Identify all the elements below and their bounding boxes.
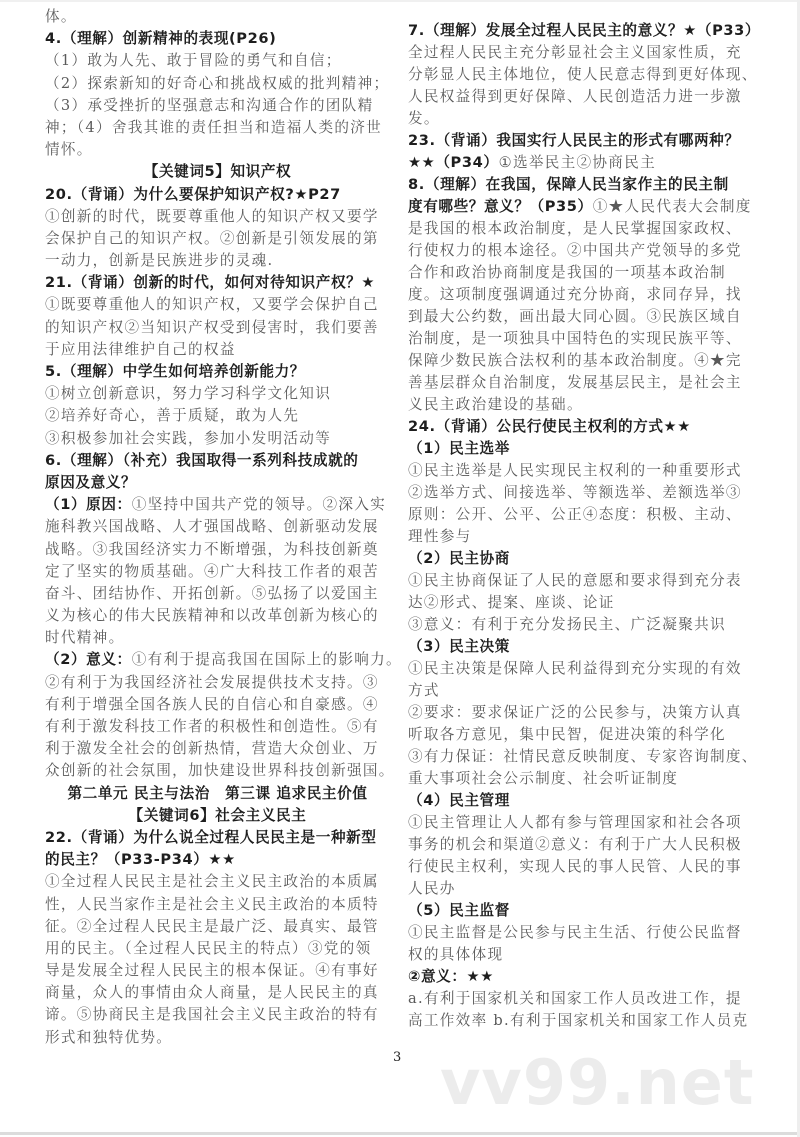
body-text: 时代精神。 [45, 629, 125, 647]
bold-text: （2）民主协商 [408, 550, 510, 567]
bold-text: ★★（P34） [408, 154, 499, 171]
text-line [45, 938, 390, 960]
text-line [45, 294, 390, 316]
question-heading [408, 548, 753, 570]
page-number: 3 [393, 1050, 402, 1065]
text-line [45, 206, 390, 228]
text-line [408, 526, 753, 548]
body-text: 利于激发全社会的创新热情，营造大众创业、万 [45, 740, 379, 758]
body-text: 义为核心的伟大民族精神和以改革创新为核心的 [45, 607, 379, 625]
bold-text: 23.（背诵）我国实行人民民主的形式有哪两种？ [408, 132, 740, 149]
question-heading [408, 130, 753, 152]
text-line [45, 561, 390, 583]
text-line [45, 738, 390, 760]
body-text: 奋斗、团结协作、开拓创新。⑤弘扬了以爱国主 [45, 584, 379, 602]
text-line [45, 605, 390, 627]
body-text: 会保护自己的知识产权。②创新是引领发展的第 [45, 229, 379, 247]
text-line [45, 871, 390, 893]
text-line [408, 152, 753, 174]
body-text: 一动力，创新是民族进步的灵魂. [45, 252, 274, 270]
text-line [45, 694, 390, 716]
question-heading [408, 966, 753, 988]
body-text: ①选举民主②协商民主 [498, 154, 656, 171]
body-text: 高工作效率 b.有利于国家机关和国家工作人员克 [408, 1012, 749, 1029]
question-heading [408, 636, 753, 658]
text-line [45, 916, 390, 938]
question-heading [45, 472, 390, 494]
body-text: 的知识产权②当知识产权受到侵害时，我们要善 [45, 318, 379, 336]
body-text: 神；（4）舍我其谁的责任担当和造福人类的济世 [45, 118, 383, 136]
body-text: 于应用法律维护自己的权益 [45, 340, 236, 358]
text-line [45, 672, 390, 694]
body-text: ①民主监督是公民参与民主生活、行使公民监督 [408, 924, 742, 941]
text-line [408, 372, 753, 394]
body-text: ①既要尊重他人的知识产权，又要学会保护自己 [45, 296, 379, 314]
text-line [45, 649, 402, 671]
bold-text: 第二单元 民主与法治 第三课 追求民主价值 [67, 784, 368, 802]
text-line [408, 834, 753, 856]
watermark: vv99.net [440, 1046, 755, 1119]
body-text: 战略。③我国经济实力不断增强，为科技创新奠 [45, 540, 379, 558]
body-text: 施科教兴国战略、人才强国战略、创新驱动发展 [45, 518, 379, 536]
body-text: 行使民主权利，实现人民的事人民管、人民的事 [408, 858, 742, 875]
body-text: 全过程人民民主充分彰显社会主义国家性质，充 [408, 44, 742, 61]
body-text: 事务的机会和渠道②意义：有利于广大人民积极 [408, 836, 742, 853]
text-line [45, 139, 390, 161]
text-line [45, 117, 390, 139]
body-text: 达②形式、提案、座谈、论证 [408, 594, 615, 611]
body-text: ③有力保证：社情民意反映制度、专家咨询制度、 [408, 748, 758, 765]
text-line [45, 894, 390, 916]
body-text: 人民权益得到更好保障、人民创造活力进一步激 [408, 88, 742, 105]
bold-text: 6.（理解）（补充）我国取得一系列科技成就的 [45, 451, 359, 469]
body-text: 重大事项社会公示制度、社会听证制度 [408, 770, 679, 787]
body-text: ①★人民代表大会制度 [592, 198, 752, 215]
bold-text: （3）民主决策 [408, 638, 510, 655]
bold-text: （4）民主管理 [408, 792, 510, 809]
text-line [45, 494, 390, 516]
body-text: 有利于激发科技工作者的积极性和创造性。⑤有 [45, 718, 379, 735]
bold-text: （2）意义： [45, 651, 132, 669]
body-text: ①民主管理让人人都有参与管理国家和社会各项 [408, 814, 742, 831]
bold-text: 21.（背诵）创新的时代，如何对待知识产权？★ [45, 274, 376, 292]
bold-text: 24.（背诵）公民行使民主权利的方式★★ [408, 418, 691, 435]
body-text: 形式和独特优势。 [45, 1028, 173, 1046]
text-line [45, 428, 390, 450]
body-text: 体。 [45, 8, 77, 25]
text-line [408, 856, 753, 878]
text-line [408, 702, 753, 724]
text-line [45, 583, 390, 605]
body-text: 定了坚实的物质基础。④广大科技工作者的艰苦 [45, 562, 379, 580]
text-line [408, 218, 753, 240]
body-text: 义民主政治建设的基础。 [408, 396, 583, 413]
question-heading [408, 416, 753, 438]
text-line [408, 812, 753, 834]
body-text: （3）承受挫折的坚强意志和沟通合作的团队精 [45, 96, 374, 114]
body-text: 权的具体体现 [408, 946, 504, 963]
question-heading [408, 900, 753, 922]
section-heading [45, 805, 390, 827]
text-line [408, 1010, 753, 1032]
body-text: 度。这项制度强调通过充分协商，求同存异，找 [408, 286, 742, 303]
question-heading [45, 184, 390, 206]
page-bottom-border [0, 1132, 800, 1135]
body-text: 导是发展全过程人民民主的根本保证。④有事好 [45, 962, 379, 980]
text-line [408, 724, 753, 746]
body-text: 听取各方意见，集中民智，促进决策的科学化 [408, 726, 726, 743]
question-heading [45, 450, 390, 472]
bold-text: 22.（背诵）为什么说全过程人民民主是一种新型 [45, 828, 377, 846]
bold-text: ②意义：★★ [408, 968, 494, 985]
text-line [45, 50, 390, 72]
text-line [408, 944, 753, 966]
body-text: 用的民主。（全过程人民民主的特点）③党的领 [45, 939, 372, 957]
text-line [45, 760, 395, 782]
left-column [45, 6, 402, 1049]
body-text: 性，人民当家作主是社会主义民主政治的本质特 [45, 895, 379, 913]
question-heading [408, 438, 753, 460]
body-text: 保障少数民族合法权利的基本政治制度。④★完 [408, 352, 742, 369]
body-text: （1）敢为人先、敢于冒险的勇气和自信； [45, 52, 342, 70]
bold-text: 原因及意义？ [45, 473, 137, 491]
body-text: 发。 [408, 110, 440, 127]
question-heading [408, 174, 753, 196]
body-text: ①树立创新意识，努力学习科学文化知识 [45, 385, 332, 403]
text-line [408, 768, 753, 790]
body-text: 善基层群众自治制度，发展基层民主，是社会主 [408, 374, 742, 391]
text-line [45, 228, 390, 250]
text-line [408, 262, 753, 284]
text-line [45, 960, 390, 982]
text-line [408, 482, 753, 504]
text-line [408, 680, 753, 702]
text-line [45, 95, 390, 117]
text-line [45, 516, 390, 538]
body-text: ②选举方式、间接选举、等额选举、差额选举③ [408, 484, 742, 501]
bold-text: （5）民主监督 [408, 902, 510, 919]
question-heading [45, 28, 390, 50]
body-text: 谛。⑤协商民主是我国社会主义民主政治的特有 [45, 1006, 379, 1024]
text-line [408, 570, 753, 592]
text-line [45, 1027, 390, 1049]
text-line [45, 982, 390, 1004]
body-text: 原则：公开、公平、公正④态度：积极、主动、 [408, 506, 742, 523]
bold-text: 【关键词6】社会主义民主 [128, 806, 307, 824]
page-top-border [0, 0, 800, 2]
question-heading [45, 272, 390, 294]
body-text: 商量，众人的事情由众人商量，是人民民主的真 [45, 984, 379, 1002]
text-line [408, 614, 753, 636]
body-text: ①民主决策是保障人民利益得到充分实现的有效 [408, 660, 742, 677]
text-line [45, 1004, 390, 1026]
body-text: 治制度，是一项独具中国特色的实现民族平等、 [408, 330, 742, 347]
body-text: ①创新的时代，既要尊重他人的知识产权又要学 [45, 207, 379, 225]
body-text: ③意义：有利于充分发扬民主、广泛凝聚共识 [408, 616, 726, 633]
text-line [408, 240, 753, 262]
body-text: ①有利于提高我国在国际上的影响力。 [131, 651, 402, 669]
body-text: 是我国的根本政治制度，是人民掌握国家政权、 [408, 220, 742, 237]
section-heading [45, 161, 390, 183]
body-text: ②要求：要求保证广泛的公民参与，决策方认真 [408, 704, 742, 721]
text-line [408, 86, 753, 108]
text-line [45, 627, 390, 649]
text-line [408, 328, 753, 350]
bold-text: 【关键词5】知识产权 [143, 163, 292, 181]
text-line [45, 317, 390, 339]
body-text: 分彰显人民主体地位，使人民意志得到更好体现、 [408, 66, 758, 83]
text-line [408, 306, 753, 328]
section-heading [45, 783, 390, 805]
question-heading [45, 849, 390, 871]
question-heading [408, 790, 753, 812]
text-line [45, 250, 390, 272]
bold-text: （1）原因： [45, 496, 132, 514]
text-line [408, 592, 753, 614]
bold-text: 的民主？（P33-P34）★★ [45, 851, 236, 869]
body-text: ①坚持中国共产党的领导。②深入实 [131, 496, 387, 514]
body-text: a.有利于国家机关和国家工作人员改进工作，提 [408, 990, 742, 1007]
body-text: 理性参与 [408, 528, 472, 545]
text-line [408, 284, 753, 306]
text-line [45, 6, 390, 28]
text-line [408, 988, 753, 1010]
text-line [45, 716, 390, 738]
body-text: 行使权力的根本途径。②中国共产党领导的多党 [408, 242, 742, 259]
body-text: 有利于增强全国各族人民的自信心和自豪感。④ [45, 695, 379, 713]
text-line [408, 746, 758, 768]
body-text: ③积极参加社会实践，参加小发明活动等 [45, 429, 332, 447]
text-line [408, 64, 758, 86]
question-heading [45, 827, 390, 849]
text-line [45, 73, 390, 95]
body-text: ②有利于为我国经济社会发展提供技术支持。③ [45, 673, 379, 691]
bold-text: 7.（理解）发展全过程人民民主的意义？★（P33） [408, 22, 761, 39]
bold-text: 8.（理解）在我国，保障人民当家作主的民主制 [408, 176, 729, 193]
body-text: 情怀。 [45, 141, 93, 159]
body-text: ②培养好奇心，善于质疑，敢为人先 [45, 407, 300, 425]
body-text: 合作和政治协商制度是我国的一项基本政治制 [408, 264, 726, 281]
body-text: 众创新的社会氛围，加快建设世界科技创新强国。 [45, 762, 395, 780]
bold-text: （1）民主选举 [408, 440, 510, 457]
text-line [408, 394, 753, 416]
text-line [45, 383, 390, 405]
bold-text: 5.（理解）中学生如何培养创新能力？ [45, 363, 305, 380]
right-column [408, 20, 761, 1032]
body-text: 征。②全过程人民民主是最广泛、最真实、最管 [45, 917, 379, 935]
question-heading [408, 20, 761, 42]
text-line [408, 42, 753, 64]
text-line [408, 350, 753, 372]
text-line [408, 922, 753, 944]
text-line [408, 658, 753, 680]
bold-text: 20.（背诵）为什么要保护知识产权?★P27 [45, 185, 341, 203]
bold-text: 4.（理解）创新精神的表现(P26) [45, 30, 277, 48]
body-text: 人民办 [408, 880, 456, 897]
text-line [408, 878, 753, 900]
text-line [408, 196, 753, 218]
body-text: ①全过程人民民主是社会主义民主政治的本质属 [45, 873, 379, 891]
text-line [45, 539, 390, 561]
text-line [408, 504, 753, 526]
bold-text: 度有哪些？意义？（P35） [408, 198, 593, 215]
text-line [45, 405, 390, 427]
question-heading [45, 361, 390, 383]
body-text: ①民主选举是人民实现民主权利的一种重要形式 [408, 462, 742, 479]
text-line [45, 339, 390, 361]
text-line [408, 460, 753, 482]
text-line [408, 108, 753, 130]
body-text: 到最大公约数，画出最大同心圆。③民族区域自 [408, 308, 742, 325]
body-text: ①民主协商保证了人民的意愿和要求得到充分表 [408, 572, 742, 589]
body-text: （2）探索新知的好奇心和挑战权威的批判精神； [45, 74, 390, 92]
body-text: 方式 [408, 682, 440, 699]
